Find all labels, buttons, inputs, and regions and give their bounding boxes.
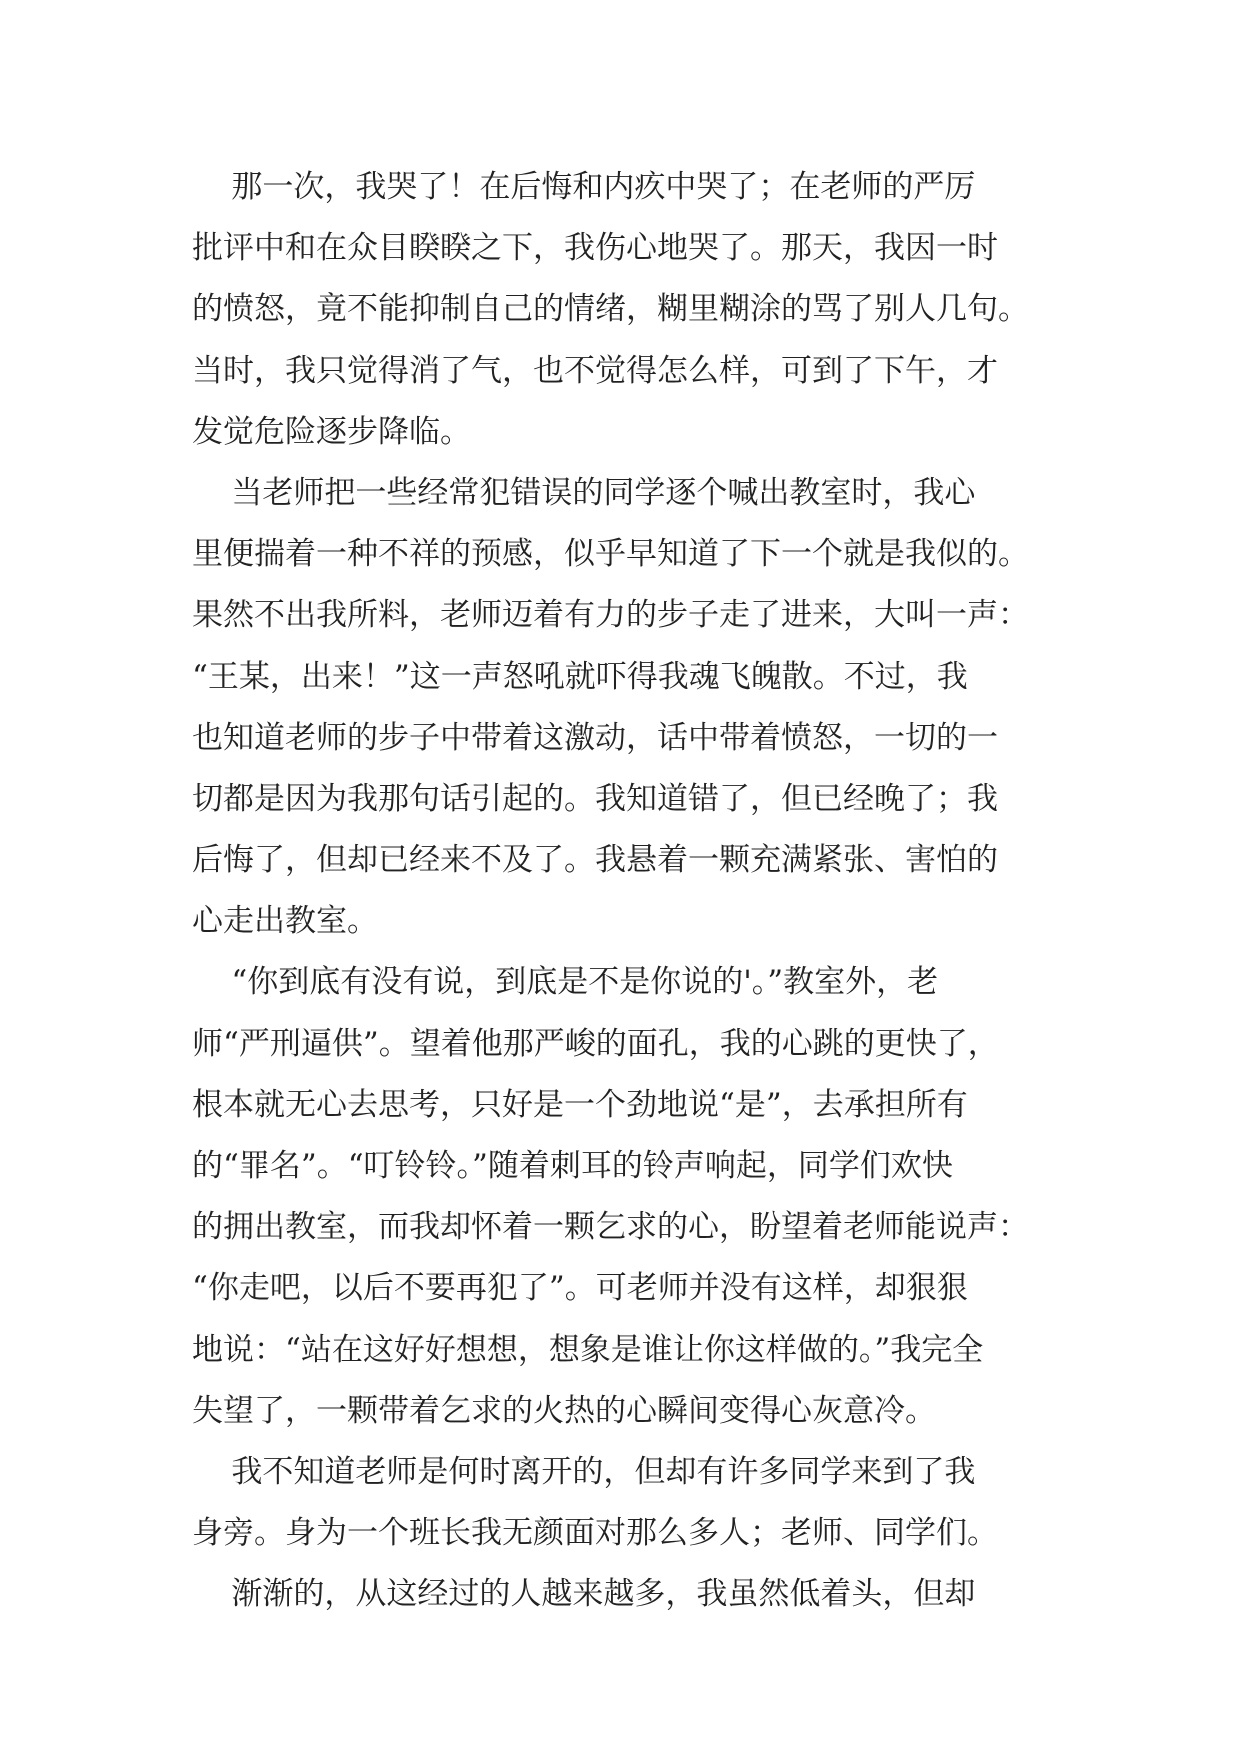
text-line: 的愤怒，竟不能抑制自己的情绪，糊里糊涂的骂了别人几句。 (192, 291, 1029, 328)
text-line: “你走吧，以后不要再犯了”。可老师并没有这样，却狠狠 (192, 1270, 968, 1307)
text-line: 的拥出教室，而我却怀着一颗乞求的心，盼望着老师能说声： (192, 1209, 1029, 1246)
text-line: 果然不出我所料，老师迈着有力的步子走了进来，大叫一声： (192, 597, 1029, 634)
text-line: 切都是因为我那句话引起的。我知道错了，但已经晚了；我 (192, 780, 998, 817)
text-line: 师“严刑逼供”。望着他那严峻的面孔，我的心跳的更快了， (192, 1025, 999, 1062)
text-line: 后悔了，但却已经来不及了。我悬着一颗充满紧张、害怕的 (192, 842, 998, 879)
text-line: 那一次，我哭了！在后悔和内疚中哭了；在老师的严厉 (192, 169, 976, 205)
text-line: 里便揣着一种不祥的预感，似乎早知道了下一个就是我似的。 (192, 536, 1029, 573)
text-line: 渐渐的，从这经过的人越来越多，我虽然低着头，但却 (192, 1576, 976, 1613)
text-line: 根本就无心去思考，只好是一个劲地说“是”，去承担所有 (192, 1086, 968, 1123)
text-line: 身旁。身为一个班长我无颜面对那么多人；老师、同学们。 (192, 1515, 998, 1552)
text-line: 失望了，一颗带着乞求的火热的心瞬间变得心灰意冷。 (192, 1392, 936, 1429)
text-line: 的“罪名”。“叮铃铃。”随着刺耳的铃声响起，同学们欢快 (192, 1148, 953, 1184)
text-line: 地说：“站在这好好想想，想象是谁让你这样做的。”我完全 (192, 1331, 984, 1368)
text-line: “王某，出来！”这一声怒吼就吓得我魂飞魄散。不过，我 (192, 658, 968, 695)
text-line: “你到底有没有说，到底是不是你说的'。”教室外，老 (192, 964, 939, 1001)
essay-text (192, 157, 1072, 1626)
text-line: 批评中和在众目睽睽之下，我伤心地哭了。那天，我因一时 (192, 230, 998, 267)
text-line: 当时，我只觉得消了气，也不觉得怎么样，可到了下午，才 (192, 352, 998, 389)
text-line: 我不知道老师是何时离开的，但却有许多同学来到了我 (192, 1453, 976, 1490)
text-line: 发觉危险逐步降临。 (192, 413, 471, 450)
text-line: 当老师把一些经常犯错误的同学逐个喊出教室时，我心 (192, 474, 976, 511)
text-line: 心走出教室。 (192, 903, 378, 940)
text-line: 也知道老师的步子中带着这激动，话中带着愤怒，一切的一 (192, 719, 998, 756)
